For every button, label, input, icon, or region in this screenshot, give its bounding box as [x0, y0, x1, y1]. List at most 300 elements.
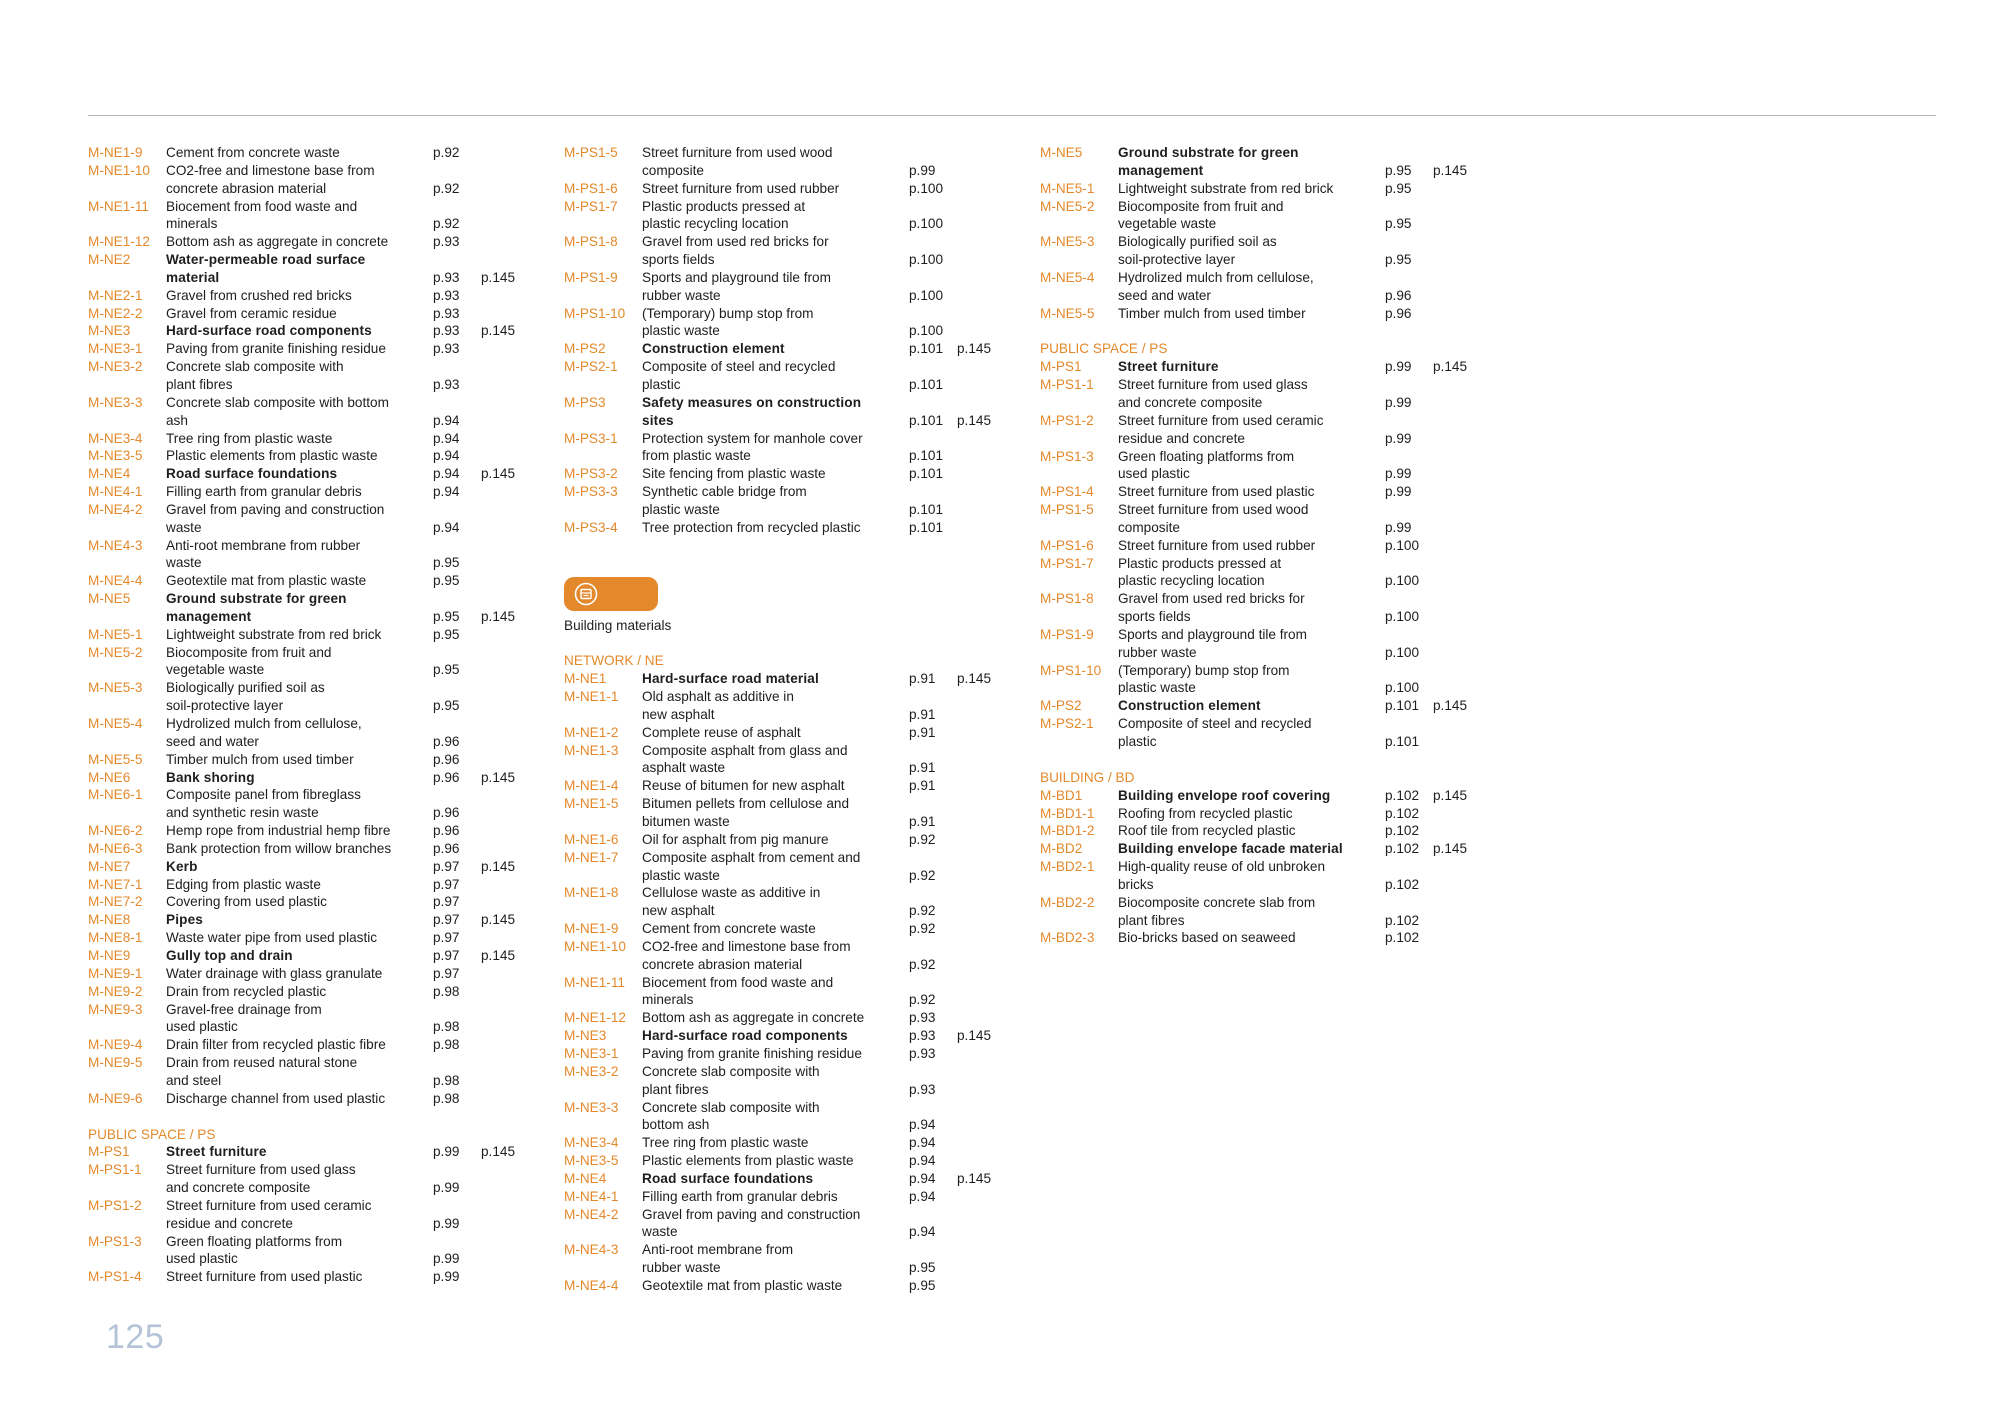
page-reference: p.101: [1385, 734, 1420, 749]
index-entry-row: [1040, 590, 1500, 626]
entry-title: Biocomposite from fruit and vegetable waste: [1118, 198, 1284, 232]
entry-code: M-NE4-1: [564, 1188, 619, 1204]
page-reference: p.91: [909, 760, 936, 776]
page-reference: p.99: [433, 1251, 460, 1267]
entry-code: M-NE2-2: [88, 305, 143, 321]
index-group-row: [564, 670, 1024, 688]
index-entry-row: [564, 269, 1024, 305]
page-reference: p.92: [909, 992, 936, 1008]
index-entry-row: [1040, 662, 1500, 698]
page-reference: p.94: [909, 1135, 936, 1151]
entry-title: CO2-free and limestone base from concrete abrasion material: [166, 162, 375, 196]
page-reference: p.99: [433, 1215, 460, 1231]
overview-page-reference: p.145: [957, 1028, 992, 1044]
entry-code: M-NE4-3: [564, 1242, 619, 1258]
entry-code: M-NE5-1: [1040, 180, 1095, 196]
entry-title: Bank protection from willow branches: [166, 840, 392, 856]
page-reference: p.102: [1385, 930, 1420, 946]
entry-code: M-PS1-6: [564, 180, 618, 196]
index-entry-row: [88, 233, 548, 251]
page-reference: p.95: [433, 573, 460, 589]
entry-title: Discharge channel from used plastic: [166, 1090, 386, 1106]
entry-title: Composite panel from fibreglass and synthetic resin waste: [166, 787, 361, 821]
entry-code: M-NE6-3: [88, 840, 143, 856]
entry-title: Building envelope roof covering: [1118, 787, 1331, 803]
entry-code: M-NE3-3: [564, 1099, 619, 1115]
page-reference: p.101: [909, 341, 944, 357]
index-entry-row: [564, 180, 1024, 198]
entry-code: M-PS2-1: [1040, 716, 1094, 732]
entry-title: Sports and playground tile from rubber waste: [642, 269, 831, 303]
index-group-row: [564, 340, 1024, 358]
index-entry-row: [564, 884, 1024, 920]
entry-title: Street furniture from used glass and concrete composite: [1118, 377, 1308, 410]
page-reference: p.101: [909, 376, 944, 392]
entry-code: M-NE8: [88, 912, 131, 928]
overview-page-reference: p.145: [481, 947, 516, 963]
entry-code: M-PS2-1: [564, 359, 618, 375]
entry-title: Street furniture from used ceramic residue and concrete: [1118, 412, 1324, 446]
page-reference: p.96: [1385, 305, 1412, 321]
index-column-3: [1040, 144, 1500, 947]
entry-title: Tree protection from recycled plastic: [642, 519, 861, 535]
entry-code: M-PS1-4: [1040, 484, 1094, 500]
page-reference: p.95: [1385, 216, 1412, 232]
page-reference: p.95: [433, 555, 460, 571]
overview-page-reference: p.145: [481, 323, 516, 339]
entry-title: Biologically purified soil as soil-protective layer: [166, 680, 325, 714]
entry-title: Street furniture from used rubber: [642, 180, 840, 196]
entry-code: M-PS1-10: [564, 305, 626, 321]
entry-title: Bottom ash as aggregate in concrete: [642, 1010, 865, 1026]
entry-title: Street furniture from used ceramic residue and concrete: [166, 1197, 372, 1231]
page-reference: p.97: [433, 947, 460, 963]
index-entry-row: [1040, 269, 1500, 305]
entry-title: Construction element: [642, 341, 785, 357]
entry-title: Road surface foundations: [166, 466, 338, 482]
entry-title: Drain from recycled plastic: [166, 983, 327, 999]
entry-title: Site fencing from plastic waste: [642, 466, 826, 482]
entry-title: Biocomposite from fruit and vegetable waste: [166, 644, 332, 678]
entry-title: Street furniture from used plastic: [166, 1269, 363, 1285]
entry-title: Complete reuse of asphalt: [642, 724, 801, 740]
overview-page-reference: p.145: [481, 269, 516, 285]
entry-title: Biologically purified soil as soil-protective layer: [1118, 234, 1277, 268]
index-entry-row: [564, 1206, 1024, 1242]
entry-code: M-NE5-3: [88, 680, 143, 696]
entry-code: M-PS3: [564, 394, 606, 410]
entry-code: M-NE1-5: [564, 796, 619, 812]
entry-title: Geotextile mat from plastic waste: [642, 1277, 843, 1293]
page-reference: p.102: [1385, 912, 1420, 928]
entry-code: M-NE1-12: [88, 234, 150, 250]
entry-code: M-NE1-11: [88, 198, 149, 214]
index-entry-row: [1040, 929, 1500, 947]
page-reference: p.96: [433, 751, 460, 767]
entry-title: Street furniture from used rubber: [1118, 537, 1316, 553]
section-heading: PUBLIC SPACE / PS: [1040, 341, 1168, 357]
entry-code: M-NE3-1: [564, 1045, 619, 1061]
entry-code: M-BD1: [1040, 787, 1083, 803]
entry-title: Plastic products pressed at plastic recycling location: [1118, 555, 1282, 589]
entry-code: M-PS1-3: [1040, 448, 1094, 464]
entry-title: Concrete slab composite with plant fibres: [166, 359, 344, 392]
page-reference: p.100: [1385, 537, 1420, 553]
page-reference: p.100: [909, 180, 944, 196]
entry-title: Building envelope facade material: [1118, 841, 1343, 857]
overview-page-reference: p.145: [957, 341, 992, 357]
entry-title: Concrete slab composite with bottom ash: [166, 394, 389, 428]
index-entry-row: [88, 1054, 548, 1090]
index-entry-row: [564, 1134, 1024, 1152]
entry-title: Hard-surface road components: [642, 1028, 848, 1044]
entry-title: Anti-root membrane from rubber waste: [642, 1242, 794, 1276]
entry-title: Street furniture: [166, 1144, 267, 1160]
page-reference: p.91: [909, 706, 936, 722]
index-group-row: [1040, 787, 1500, 805]
top-rule: [88, 115, 1936, 116]
page-reference: p.92: [433, 145, 460, 160]
entry-code: M-NE5-1: [88, 626, 143, 642]
page-reference: p.95: [433, 626, 460, 642]
page-reference: p.94: [433, 412, 460, 428]
entry-code: M-NE3: [564, 1028, 607, 1044]
entry-title: Biocement from food waste and minerals: [642, 974, 834, 1008]
entry-title: Concrete slab composite with bottom ash: [642, 1099, 820, 1133]
overview-page-reference: p.145: [481, 1144, 516, 1160]
page-reference: p.95: [433, 608, 460, 624]
entry-code: M-PS1-7: [1040, 555, 1094, 571]
entry-code: M-NE9-5: [88, 1055, 143, 1071]
index-group-row: [88, 947, 548, 965]
entry-title: Bottom ash as aggregate in concrete: [166, 234, 389, 250]
page-reference: p.94: [909, 1117, 936, 1133]
entry-code: M-NE7: [88, 858, 131, 874]
page-reference: p.93: [433, 376, 460, 392]
index-group-row: [564, 394, 1024, 430]
page-reference: p.93: [909, 1081, 936, 1097]
page-reference: p.99: [1385, 519, 1412, 535]
overview-page-reference: p.145: [1433, 698, 1468, 714]
entry-title: Protection system for manhole cover from plastic waste: [642, 430, 863, 464]
entry-code: M-NE3-5: [88, 448, 143, 464]
entry-code: M-NE3-3: [88, 394, 143, 410]
page-reference: p.93: [909, 1028, 936, 1044]
entry-title: Filling earth from granular debris: [642, 1188, 838, 1204]
index-entry-row: [88, 447, 548, 465]
entry-title: Geotextile mat from plastic waste: [166, 573, 367, 589]
entry-title: Bitumen pellets from cellulose and bitumen waste: [642, 796, 850, 829]
entry-title: Composite of steel and recycled plastic: [1118, 716, 1312, 749]
index-entry-row: [1040, 180, 1500, 198]
entry-code: M-BD2-2: [1040, 894, 1095, 910]
page-reference: p.93: [433, 341, 460, 357]
page-reference: p.97: [433, 930, 460, 946]
index-entry-row: [88, 715, 548, 751]
entry-title: Composite asphalt from cement and plastic waste: [642, 849, 861, 883]
entry-code: M-NE3-4: [564, 1135, 619, 1151]
page-reference: p.100: [909, 252, 944, 268]
page-reference: p.100: [1385, 573, 1420, 589]
index-entry-row: [88, 394, 548, 430]
page-reference: p.101: [909, 519, 944, 535]
index-entry-row: [88, 644, 548, 680]
entry-title: Hard-surface road material: [642, 671, 819, 687]
index-entry-row: [564, 849, 1024, 885]
entry-code: M-NE3: [88, 323, 131, 339]
overview-page-reference: p.145: [481, 608, 516, 624]
entry-code: M-PS1-2: [88, 1197, 142, 1213]
index-entry-row: [1040, 448, 1500, 484]
page-reference: p.94: [433, 448, 460, 464]
index-entry-row: [1040, 376, 1500, 412]
index-entry-row: [564, 1241, 1024, 1277]
index-column-1: [88, 144, 548, 1286]
page-reference: p.91: [909, 778, 936, 794]
page-reference: p.96: [433, 805, 460, 821]
entry-code: M-PS1: [88, 1144, 130, 1160]
index-entry-row: [564, 974, 1024, 1010]
entry-title: Gravel from crushed red bricks: [166, 287, 352, 303]
entry-code: M-NE4: [564, 1170, 607, 1186]
entry-code: M-PS1-5: [1040, 502, 1094, 518]
entry-title: Edging from plastic waste: [166, 876, 321, 892]
index-entry-row: [1040, 412, 1500, 448]
entry-title: Gravel from ceramic residue: [166, 305, 337, 321]
page-reference: p.96: [433, 823, 460, 839]
overview-page-reference: p.145: [481, 769, 516, 785]
entry-title: Sports and playground tile from rubber waste: [1118, 626, 1307, 660]
entry-title: Roof tile from recycled plastic: [1118, 823, 1296, 839]
entry-title: Concrete slab composite with plant fibres: [642, 1063, 820, 1097]
index-column-2: [564, 144, 1024, 1295]
index-entry-row: [88, 1001, 548, 1037]
overview-page-reference: p.145: [1433, 787, 1468, 803]
entry-code: M-NE1-2: [564, 724, 619, 740]
page-reference: p.101: [909, 448, 944, 464]
index-entry-row: [88, 786, 548, 822]
index-group-row: [88, 590, 548, 626]
entry-title: Composite of steel and recycled plastic: [642, 359, 836, 392]
page-reference: p.99: [1385, 466, 1412, 482]
entry-code: M-PS1-7: [564, 198, 618, 214]
entry-code: M-NE5: [88, 591, 131, 607]
index-entry-row: [88, 840, 548, 858]
index-entry-row: [564, 519, 1024, 537]
entry-title: Synthetic cable bridge from plastic waste: [642, 484, 807, 517]
entry-title: Gravel from paving and construction waste: [166, 501, 385, 535]
entry-title: Construction element: [1118, 698, 1261, 714]
entry-code: M-NE5-2: [88, 644, 143, 660]
page-reference: p.95: [909, 1277, 936, 1293]
entry-code: M-NE3-2: [88, 359, 143, 375]
index-entry-row: [1040, 715, 1500, 751]
entry-code: M-NE4-4: [564, 1277, 619, 1293]
entry-code: M-NE2-1: [88, 287, 143, 303]
page-reference: p.95: [433, 698, 460, 714]
index-entry-row: [564, 144, 1024, 180]
index-entry-row: [564, 742, 1024, 778]
page-reference: p.95: [433, 662, 460, 678]
page-reference: p.94: [433, 484, 460, 500]
page-reference: p.101: [909, 501, 944, 517]
entry-title: Filling earth from granular debris: [166, 484, 362, 500]
entry-title: Paving from granite finishing residue: [166, 341, 386, 357]
overview-page-reference: p.145: [957, 412, 992, 428]
index-entry-row: [564, 1188, 1024, 1206]
index-entry-row: [88, 1197, 548, 1233]
entry-title: Roofing from recycled plastic: [1118, 805, 1293, 821]
page-reference: p.98: [433, 983, 460, 999]
entry-code: M-NE9-2: [88, 983, 143, 999]
index-entry-row: [88, 1036, 548, 1054]
entry-code: M-NE3-2: [564, 1063, 619, 1079]
category-badge: [564, 577, 658, 611]
index-entry-row: [564, 198, 1024, 234]
index-entry-row: [88, 929, 548, 947]
page-reference: p.92: [909, 921, 936, 937]
index-entry-row: [88, 340, 548, 358]
entry-title: Anti-root membrane from rubber waste: [166, 537, 361, 571]
entry-code: M-NE1-10: [88, 162, 150, 178]
entry-code: M-NE4-3: [88, 537, 143, 553]
entry-title: High-quality reuse of old unbroken bricks: [1118, 859, 1326, 892]
index-entry-row: [88, 679, 548, 715]
entry-code: M-PS3-2: [564, 466, 618, 482]
entry-title: Ground substrate for green management: [166, 591, 347, 624]
index-entry-row: [564, 777, 1024, 795]
entry-code: M-NE1-8: [564, 885, 619, 901]
entry-code: M-NE1-11: [564, 974, 625, 990]
entry-code: M-NE6-1: [88, 787, 143, 803]
index-group-row: [88, 465, 548, 483]
entry-code: M-NE9-1: [88, 965, 143, 981]
entry-code: M-NE1: [564, 671, 607, 687]
overview-page-reference: p.145: [481, 466, 516, 482]
entry-code: M-NE1-9: [564, 921, 619, 937]
entry-code: M-PS2: [564, 341, 606, 357]
entry-title: Green floating platforms from used plastic: [166, 1233, 343, 1267]
page-reference: p.97: [433, 876, 460, 892]
page-reference: p.96: [433, 769, 460, 785]
index-entry-row: [564, 305, 1024, 341]
entry-title: Plastic elements from plastic waste: [166, 448, 378, 464]
index-entry-row: [1040, 537, 1500, 555]
entry-title: Kerb: [166, 858, 198, 874]
entry-code: M-NE5: [1040, 145, 1083, 160]
entry-code: M-BD1-1: [1040, 805, 1095, 821]
entry-title: Water-permeable road surface material: [166, 252, 366, 285]
page-reference: p.102: [1385, 805, 1420, 821]
entry-title: Oil for asphalt from pig manure: [642, 831, 829, 847]
entry-title: Reuse of bitumen for new asphalt: [642, 778, 845, 794]
entry-title: Drain from reused natural stone and steel: [166, 1055, 358, 1088]
index-entry-row: [88, 1233, 548, 1269]
index-group-row: [88, 251, 548, 287]
page-reference: p.91: [909, 814, 936, 829]
index-group-row: [88, 322, 548, 340]
page-reference: p.95: [1385, 180, 1412, 196]
entry-title: Covering from used plastic: [166, 894, 327, 910]
index-entry-row: [88, 893, 548, 911]
entry-code: M-PS3-3: [564, 484, 618, 500]
page-reference: p.96: [433, 733, 460, 749]
entry-code: M-NE1-6: [564, 831, 619, 847]
overview-page-reference: p.145: [1433, 841, 1468, 857]
entry-code: M-NE6: [88, 769, 131, 785]
index-entry-row: [1040, 626, 1500, 662]
index-entry-row: [564, 430, 1024, 466]
page-reference: p.92: [909, 867, 936, 883]
entry-code: M-PS3-1: [564, 430, 618, 446]
entry-code: M-BD2-3: [1040, 930, 1095, 946]
index-entry-row: [564, 1277, 1024, 1295]
index-entry-row: [1040, 858, 1500, 894]
page-reference: p.98: [433, 1090, 460, 1106]
page-reference: p.95: [1385, 162, 1412, 178]
entry-title: Cement from concrete waste: [642, 921, 816, 937]
entry-code: M-NE4-1: [88, 484, 143, 500]
entry-code: M-NE7-2: [88, 894, 143, 910]
index-entry-row: [1040, 198, 1500, 234]
entry-title: Paving from granite finishing residue: [642, 1045, 862, 1061]
overview-page-reference: p.145: [957, 1170, 992, 1186]
building-materials-icon: [574, 582, 598, 606]
entry-title: Safety measures on construction sites: [642, 394, 862, 428]
entry-code: M-BD1-2: [1040, 823, 1095, 839]
entry-code: M-NE5-3: [1040, 234, 1095, 250]
entry-title: Road surface foundations: [642, 1170, 814, 1186]
page-reference: p.101: [909, 412, 944, 428]
page-reference: p.93: [433, 269, 460, 285]
entry-title: (Temporary) bump stop from plastic waste: [1118, 662, 1290, 696]
page-reference: p.99: [1385, 484, 1412, 500]
overview-page-reference: p.145: [481, 912, 516, 928]
page-reference: p.99: [433, 1269, 460, 1285]
entry-title: Ground substrate for green management: [1118, 145, 1299, 178]
entry-code: M-PS1-1: [1040, 377, 1094, 393]
entry-code: M-NE9-3: [88, 1001, 143, 1017]
page-reference: p.101: [909, 466, 944, 482]
page-reference: p.97: [433, 858, 460, 874]
entry-title: Drain filter from recycled plastic fibre: [166, 1037, 386, 1053]
index-entry-row: [1040, 233, 1500, 269]
entry-code: M-NE1-4: [564, 778, 619, 794]
entry-code: M-PS1-5: [564, 145, 618, 160]
page-reference: p.100: [909, 323, 944, 339]
index-entry-row: [88, 626, 548, 644]
index-entry-row: [564, 465, 1024, 483]
entry-title: Gravel from used red bricks for sports fields: [642, 234, 829, 268]
index-group-row: [88, 858, 548, 876]
page-reference: p.99: [1385, 430, 1412, 446]
entry-title: Tree ring from plastic waste: [642, 1135, 809, 1151]
entry-code: M-PS1-3: [88, 1233, 142, 1249]
index-group-row: [1040, 144, 1500, 180]
index-entry-row: [564, 920, 1024, 938]
entry-code: M-PS1-9: [1040, 626, 1094, 642]
index-entry-row: [564, 358, 1024, 394]
page-reference: p.100: [909, 216, 944, 232]
entry-code: M-NE4-2: [564, 1206, 619, 1222]
entry-code: M-NE5-5: [88, 751, 143, 767]
entry-code: M-PS2: [1040, 698, 1082, 714]
entry-code: M-PS1-10: [1040, 662, 1102, 678]
entry-title: Biocomposite concrete slab from plant fibres: [1118, 894, 1316, 928]
index-group-row: [564, 1170, 1024, 1188]
page-reference: p.94: [909, 1224, 936, 1240]
index-group-row: [564, 1027, 1024, 1045]
